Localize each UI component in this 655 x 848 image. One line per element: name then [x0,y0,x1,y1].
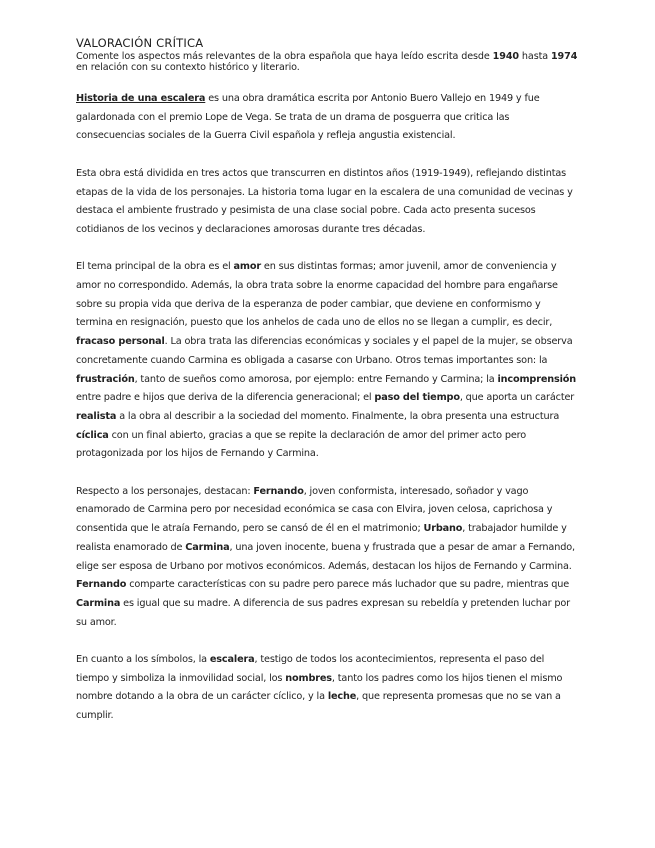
assignment-prompt [76,51,579,73]
text-run: . La obra trata las diferencias económicas y sociales y el papel de la mujer, se observa concretamente cuando Carmina es obligada a casarse con Urbano. Otros temas importantes son: la [76,336,573,366]
paragraph-structure [76,165,579,240]
paragraph-characters [76,483,579,633]
text-run: El tema principal de la obra es el [76,261,234,273]
keyword: cíclica [76,429,109,441]
text-run: , tanto de sueños como amorosa, por ejemplo: entre Fernando y Carmina; la [134,373,498,385]
text-run: , una joven inocente, buena y frustrada que a pesar de amar a Fernando, elige ser esposa de Urbano por motivos económicos. Además, destacan los hijos de Fernando y Carmina. [76,541,575,572]
keyword: Fernando [76,579,127,591]
keyword: amor [233,261,261,273]
keyword: fracaso personal [76,336,165,348]
keyword: leche [327,691,357,703]
keyword: incomprensión [497,373,577,385]
keyword: realista [76,410,117,422]
keyword: Carmina [185,541,230,553]
keyword: escalera [209,654,255,666]
paragraph-intro [76,90,579,146]
text-run: , testigo de todos los acontecimientos, representa el paso del tiempo y simboliza la inmovilidad social, los [76,654,545,684]
page-title: VALORACIÓN CRÍTICA [76,36,204,50]
prompt-year: 1940 [492,51,519,62]
text-run: es igual que su madre. A diferencia de sus padres expresan su rebeldía y pretenden luchar por su amor. [76,597,570,628]
prompt-text: en relación con su contexto histórico y literario. [76,62,300,73]
text-run: , que aporta un carácter [459,392,575,404]
text-run: entre padre e hijos que deriva de la diferencia generacional; el [76,392,375,404]
text-run: , joven conformista, interesado, soñador y vago enamorado de Carmina pero por necesidad económica se casa con Elvira, joven celosa, caprichosa y consentida que le atraía Fernando, pero se cansó de él en el matrimonio; [76,485,553,535]
text-run: es una obra dramática escrita por Antonio Buero Vallejo en 1949 y fue galardonada con el premio Lope de Vega. Se trata de un drama de posguerra que critica las consecuencias sociales de la Guerra Civil española y refleja angustia existencial. [76,93,540,142]
keyword: paso del tiempo [374,392,460,404]
text-run: En cuanto a los símbolos, la [76,654,210,666]
text-run: comparte características con su padre pero parece más luchador que su padre, mientras que [126,579,570,591]
work-title: Historia de una escalera [76,93,206,104]
paragraph-symbols [76,651,579,726]
keyword: nombres [285,672,332,684]
paragraph-themes [76,258,579,464]
prompt-text: Comente los aspectos más relevantes de la obra española que haya leído escrita desde [76,51,493,62]
prompt-year: 1974 [550,51,578,62]
text-run: en sus distintas formas; amor juvenil, amor de conveniencia y amor no correspondido. Además, la obra trata sobre la enorme capacidad del hombre para engañarse sobre su propia vida que deriva de la esperanza de poder cambiar, que deviene en conformismo y termina en resignación, puesto que los anhelos de cada uno de ellos no se llegan a cumplir, es decir, [76,261,558,329]
essay-body [76,90,579,726]
text-run: Esta obra está dividida en tres actos que transcurren en distintos años (1919-1949), reflejando distintas etapas de la vida de los personajes. La historia toma lugar en la escalera de una comunidad de vecinas y destaca el ambiente frustrado y pesimista de una clase social pobre. Cada acto presenta sucesos cotidianos de los vecinos y declaraciones amorosas durante tres décadas. [76,167,573,235]
keyword: Carmina [76,597,121,609]
text-run: , tanto los padres como los hijos tienen el mismo nombre dotando a la obra de un carácter cíclico, y la [76,672,563,703]
text-run: a la obra al describir a la sociedad del momento. Finalmente, la obra presenta una estructura [116,410,560,422]
text-run: Respecto a los personajes, destacan: [76,485,254,497]
prompt-text: hasta [518,51,551,62]
keyword: Urbano [423,523,463,535]
keyword: frustración [76,373,135,385]
text-run: , que representa promesas que no se van a cumplir. [76,691,561,722]
keyword: Fernando [253,485,304,497]
text-run: , trabajador humilde y realista enamorado de [76,523,567,553]
text-run: con un final abierto, gracias a que se repite la declaración de amor del primer acto pero protagonizada por los hijos de Fernando y Carmina. [76,429,527,460]
